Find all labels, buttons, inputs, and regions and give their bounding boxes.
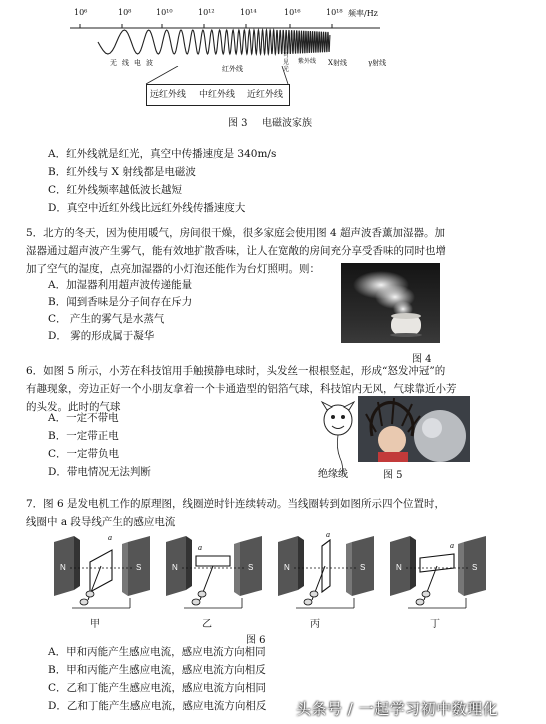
watermark-text: 头条号 / 一起学习初中数理化 (296, 700, 499, 718)
generator-panel-ding (386, 528, 491, 628)
option-b: B．一定带正电 (48, 430, 119, 442)
figure-6-generator-diagrams (50, 528, 490, 628)
slip-ring (198, 591, 206, 597)
question-7 (26, 497, 445, 529)
subband-near-infrared: 近红外线 (247, 90, 284, 100)
magnet-south-side (234, 542, 240, 596)
pole-label-n: N (284, 563, 290, 572)
generator-panel-jia (50, 528, 155, 628)
question-7-options (48, 644, 266, 714)
panel-label: 乙 (202, 619, 212, 630)
question-5-line: 加了空气的湿度，点亮加湿器的小灯泡还能作为台灯照明。则： (26, 263, 320, 275)
segment-label-a: a (108, 533, 112, 542)
coil (420, 554, 454, 572)
tick-label: 10¹² (198, 8, 215, 17)
option-d: D．带电情况无法判断 (48, 466, 151, 478)
magnet-south-side (346, 542, 352, 596)
band-label-uv: 紫外线 (298, 58, 317, 65)
slip-ring (422, 591, 430, 597)
segment-label-a: a (326, 530, 330, 539)
slip-ring (310, 591, 318, 597)
electrostatic-ball-illustration (358, 396, 470, 462)
generator-panel-yi (162, 528, 267, 628)
slip-ring (86, 591, 94, 597)
option-b: B．红外线与 X 射线都是电磁波 (48, 166, 196, 178)
tick-label: 10¹⁶ (284, 8, 301, 17)
slip-ring (416, 599, 424, 605)
figure-3-spectrum (70, 6, 400, 131)
pole-label-s: S (136, 563, 142, 572)
slip-ring (80, 599, 88, 605)
generator-panel-bing (274, 528, 379, 628)
generator-diagram (274, 528, 379, 613)
slip-ring (304, 599, 312, 605)
tick-label: 10⁶ (74, 8, 88, 17)
magnet-north-side (410, 536, 416, 590)
band-label-gamma: γ射线 (368, 59, 387, 67)
option-c: C．红外线频率越低波长越短 (48, 184, 183, 196)
question-6-line: 有趣现象，旁边正好一个小朋友拿着一个卡通造型的铝箔气球，科技馆内无风，气球靠近小芳 (26, 383, 457, 395)
figure-3-caption-text: 电磁波家族 (262, 118, 312, 129)
figure-4-humidifier-photo (341, 263, 440, 343)
pole-label-s: S (360, 563, 366, 572)
panel-label: 丙 (310, 619, 320, 630)
band-label-visible: 可见光 (283, 52, 290, 73)
pole-label-n: N (396, 563, 402, 572)
pole-label-n: N (60, 563, 66, 572)
coil (196, 556, 230, 566)
option-c: C．一定带负电 (48, 448, 120, 460)
question-6-options (48, 410, 151, 480)
option-c: C．乙和丁能产生感应电流，感应电流方向相同 (48, 682, 267, 694)
band-label-radio: 无线电波 (110, 59, 158, 67)
frequency-unit-label: 频率/Hz (348, 9, 378, 18)
tick-label: 10¹⁰ (156, 8, 173, 17)
coil (322, 540, 330, 592)
band-label-xray: X射线 (328, 59, 347, 67)
question-6-line: 的头发。此时的气球 (26, 401, 121, 413)
question-5-options (48, 277, 192, 344)
option-d: D．乙和丁能产生感应电流，感应电流方向相反 (48, 700, 267, 712)
magnet-north-side (298, 536, 304, 590)
panel-label: 丁 (430, 619, 440, 630)
panel-label: 甲 (90, 619, 100, 630)
segment-label-a: a (198, 543, 202, 552)
figure-6-caption: 图 6 (246, 635, 266, 646)
option-a: A．一定不带电 (48, 412, 119, 424)
figure-3-caption-number: 图 3 (228, 118, 248, 129)
insulator-label: 绝缘线 (318, 469, 348, 480)
figure-4-caption: 图 4 (412, 354, 432, 365)
humidifier-mist-illustration (341, 263, 440, 343)
question-7-line: 7．图 6 是发电机工作的原理图，线圈逆时针连续转动。当线圈转到如图所示四个位置时， (26, 498, 446, 510)
segment-label-a: a (450, 541, 454, 550)
pole-label-s: S (472, 563, 478, 572)
generator-diagram (50, 528, 155, 613)
magnet-north-side (186, 536, 192, 590)
question-6-line: 6．如图 5 所示，小芳在科技馆用手触摸静电球时，头发丝一根根竖起，形成“怒发冲冠”的 (26, 365, 446, 377)
option-d: D． 雾的形成属于凝华 (48, 330, 155, 342)
magnet-south-side (122, 542, 128, 596)
magnet-north-side (74, 536, 80, 590)
option-a: A．红外线就是红光，真空中传播速度是 340m/s (48, 148, 277, 160)
subband-mid-infrared: 中红外线 (199, 90, 236, 100)
subband-far-infrared: 远红外线 (150, 90, 187, 100)
option-b: B．甲和丙能产生感应电流，感应电流方向相反 (48, 664, 266, 676)
figure-5-photo (358, 396, 470, 462)
generator-diagram (386, 528, 491, 613)
question-5-line: 湿器通过超声波产生雾气，能有效地扩散香味，让人在宽敞的房间充分享受香味的同时也增 (26, 245, 446, 257)
pole-label-s: S (248, 563, 254, 572)
tick-label: 10⁸ (118, 8, 132, 17)
question-7-line: 线圈中 a 段导线产生的感应电流 (26, 516, 176, 528)
band-label-infrared: 红外线 (222, 65, 243, 73)
option-a: A．加湿器利用超声波传递能量 (48, 279, 193, 291)
tick-label: 10¹⁴ (240, 8, 257, 17)
generator-diagram (162, 528, 267, 613)
infrared-subbands-box (146, 84, 290, 106)
tick-label: 10¹⁸ (326, 8, 343, 17)
magnet-south-side (458, 542, 464, 596)
option-b: B．闻到香味是分子间存在斥力 (48, 296, 193, 308)
figure-5-caption: 图 5 (383, 470, 403, 481)
option-a: A．甲和丙能产生感应电流，感应电流方向相同 (48, 646, 266, 658)
question-4-options (48, 146, 276, 216)
slip-ring (192, 599, 200, 605)
option-d: D．真空中近红外线比远红外线传播速度大 (48, 202, 246, 214)
pole-label-n: N (172, 563, 178, 572)
question-5-line: 5．北方的冬天，因为使用暖气，房间很干燥，很多家庭会使用图 4 超声波香薰加湿器。加 (26, 227, 446, 239)
option-c: C． 产生的雾气是水蒸气 (48, 313, 165, 325)
